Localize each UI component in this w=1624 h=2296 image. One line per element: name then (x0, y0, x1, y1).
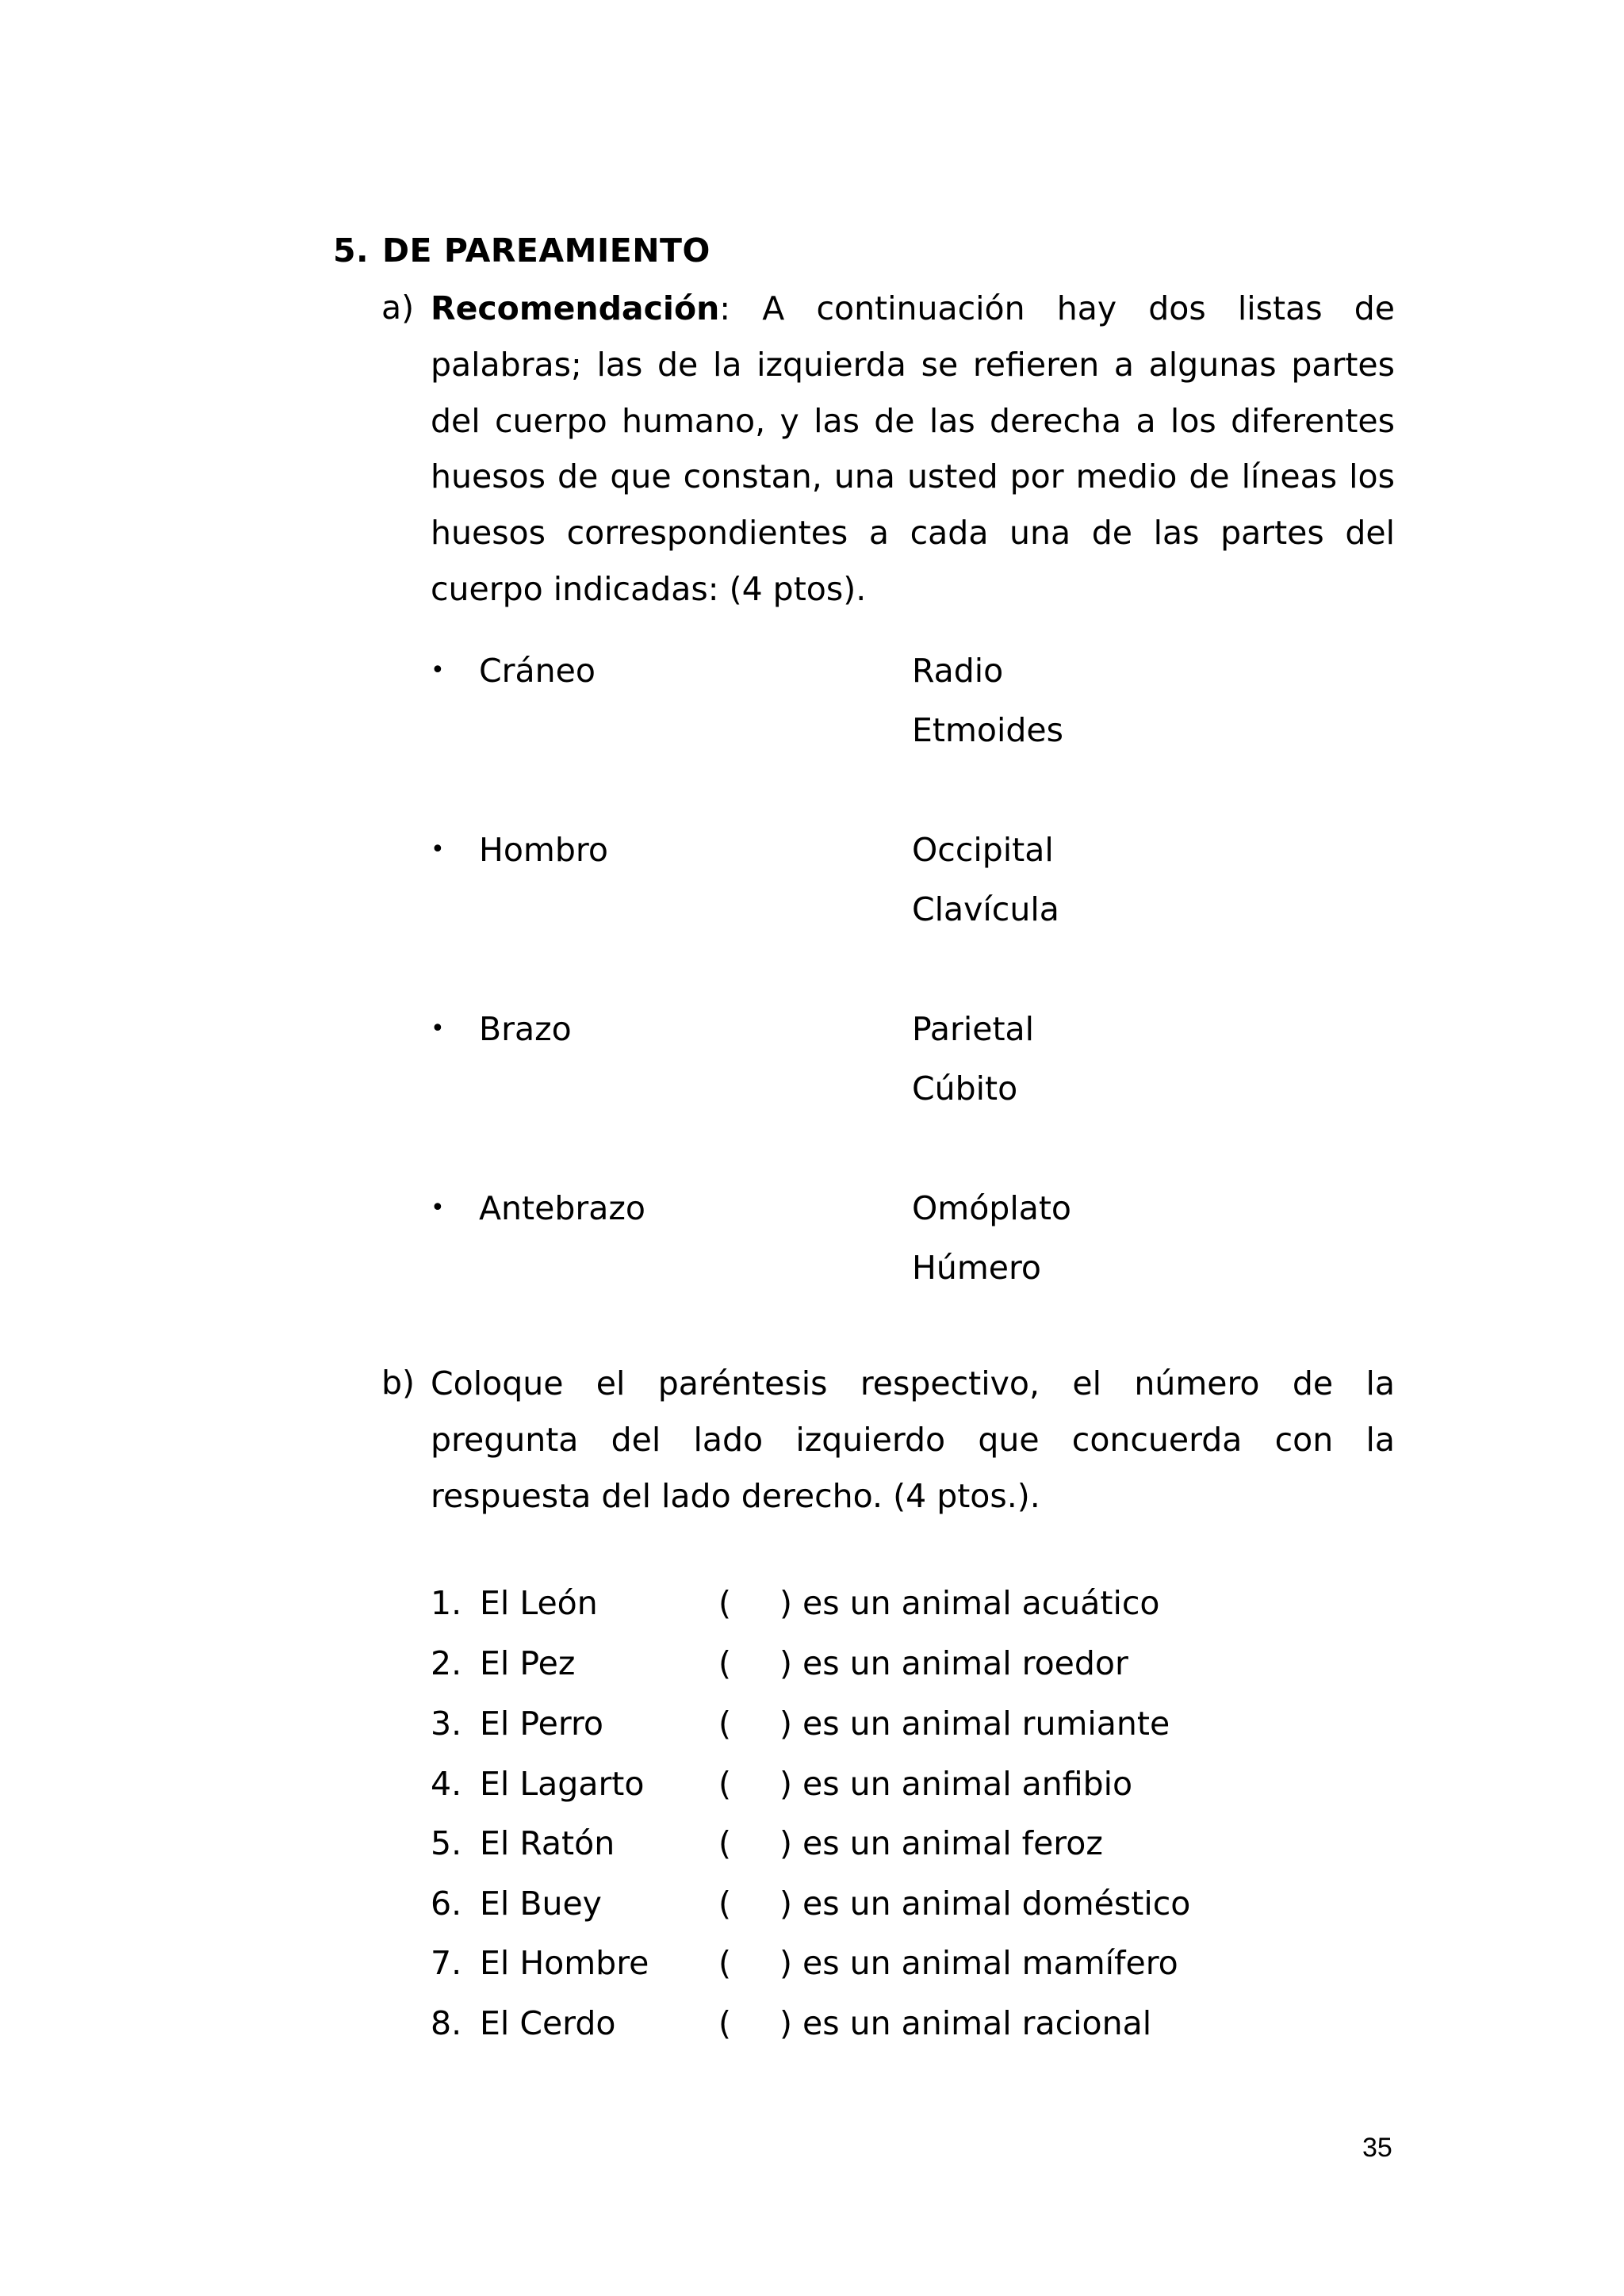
bullet-icon: • (431, 1194, 445, 1222)
bone-item: Omóplato (912, 1189, 1071, 1227)
row-number: 5. (431, 1824, 462, 1862)
answer-text: ) es un animal acuático (779, 1584, 1160, 1622)
answer-blank: ( (718, 1644, 731, 1682)
answer-text: ) es un animal mamífero (779, 1944, 1178, 1982)
page-number: 35 (1362, 2133, 1392, 2163)
row-number: 7. (431, 1944, 462, 1982)
answer-blank: ( (718, 1705, 731, 1743)
bone-item: Cúbito (912, 1070, 1018, 1108)
animal-name: El Buey (480, 1885, 602, 1923)
answer-text: ) es un animal doméstico (779, 1885, 1191, 1923)
answer-text: ) es un animal roedor (779, 1644, 1128, 1682)
bone-item: Radio (912, 652, 1004, 690)
animal-name: El Lagarto (480, 1765, 645, 1803)
section-heading (333, 232, 710, 270)
answer-text: ) es un animal anfibio (779, 1765, 1133, 1803)
answer-text: ) es un animal racional (779, 2004, 1152, 2042)
section-title-text: DE PAREAMIENTO (382, 232, 710, 270)
body-part-item: Hombro (479, 831, 608, 869)
answer-blank: ( (718, 1944, 731, 1982)
bullet-icon: • (431, 656, 445, 684)
bullet-icon: • (431, 1015, 445, 1043)
row-number: 4. (431, 1765, 462, 1803)
animal-name: El Perro (480, 1705, 603, 1743)
body-part-item: Cráneo (479, 652, 596, 690)
part-b-instructions: Coloque el paréntesis respectivo, el número de la pregunta del lado izquierdo que concuerda con la respuesta del lado derecho. (4 ptos.). (431, 1364, 1395, 1515)
bone-item: Occipital (912, 831, 1054, 869)
part-a-label: a) (381, 289, 415, 327)
animal-name: El Cerdo (480, 2004, 616, 2042)
bone-item: Parietal (912, 1010, 1035, 1048)
part-a-text: : A continuación hay dos listas de palabras; las de la izquierda se refieren a algunas partes del cuerpo humano, y las de las derecha a los diferentes huesos de que constan, una usted por medio de líneas los huesos correspondientes a cada una de las partes del cuerpo indicadas: (4 ptos). (431, 289, 1395, 608)
answer-text: ) es un animal rumiante (779, 1705, 1170, 1743)
section-number: 5. (333, 232, 370, 270)
answer-blank: ( (718, 1765, 731, 1803)
row-number: 8. (431, 2004, 462, 2042)
part-a-instructions (431, 281, 1395, 618)
part-a-bold-lead: Recomendación (431, 289, 720, 327)
animal-name: El Hombre (480, 1944, 649, 1982)
answer-text: ) es un animal feroz (779, 1824, 1103, 1862)
row-number: 1. (431, 1584, 462, 1622)
bone-item: Clavícula (912, 890, 1059, 928)
answer-blank: ( (718, 2004, 731, 2042)
body-part-item: Antebrazo (479, 1189, 645, 1227)
row-number: 6. (431, 1885, 462, 1923)
answer-blank: ( (718, 1584, 731, 1622)
answer-blank: ( (718, 1885, 731, 1923)
row-number: 2. (431, 1644, 462, 1682)
bone-item: Húmero (912, 1249, 1042, 1287)
animal-name: El Pez (480, 1644, 576, 1682)
answer-blank: ( (718, 1824, 731, 1862)
bullet-icon: • (431, 836, 445, 863)
animal-name: El Ratón (480, 1824, 615, 1862)
bone-item: Etmoides (912, 711, 1064, 749)
row-number: 3. (431, 1705, 462, 1743)
part-b-label: b) (381, 1364, 416, 1402)
body-part-item: Brazo (479, 1010, 572, 1048)
animal-name: El León (480, 1584, 598, 1622)
